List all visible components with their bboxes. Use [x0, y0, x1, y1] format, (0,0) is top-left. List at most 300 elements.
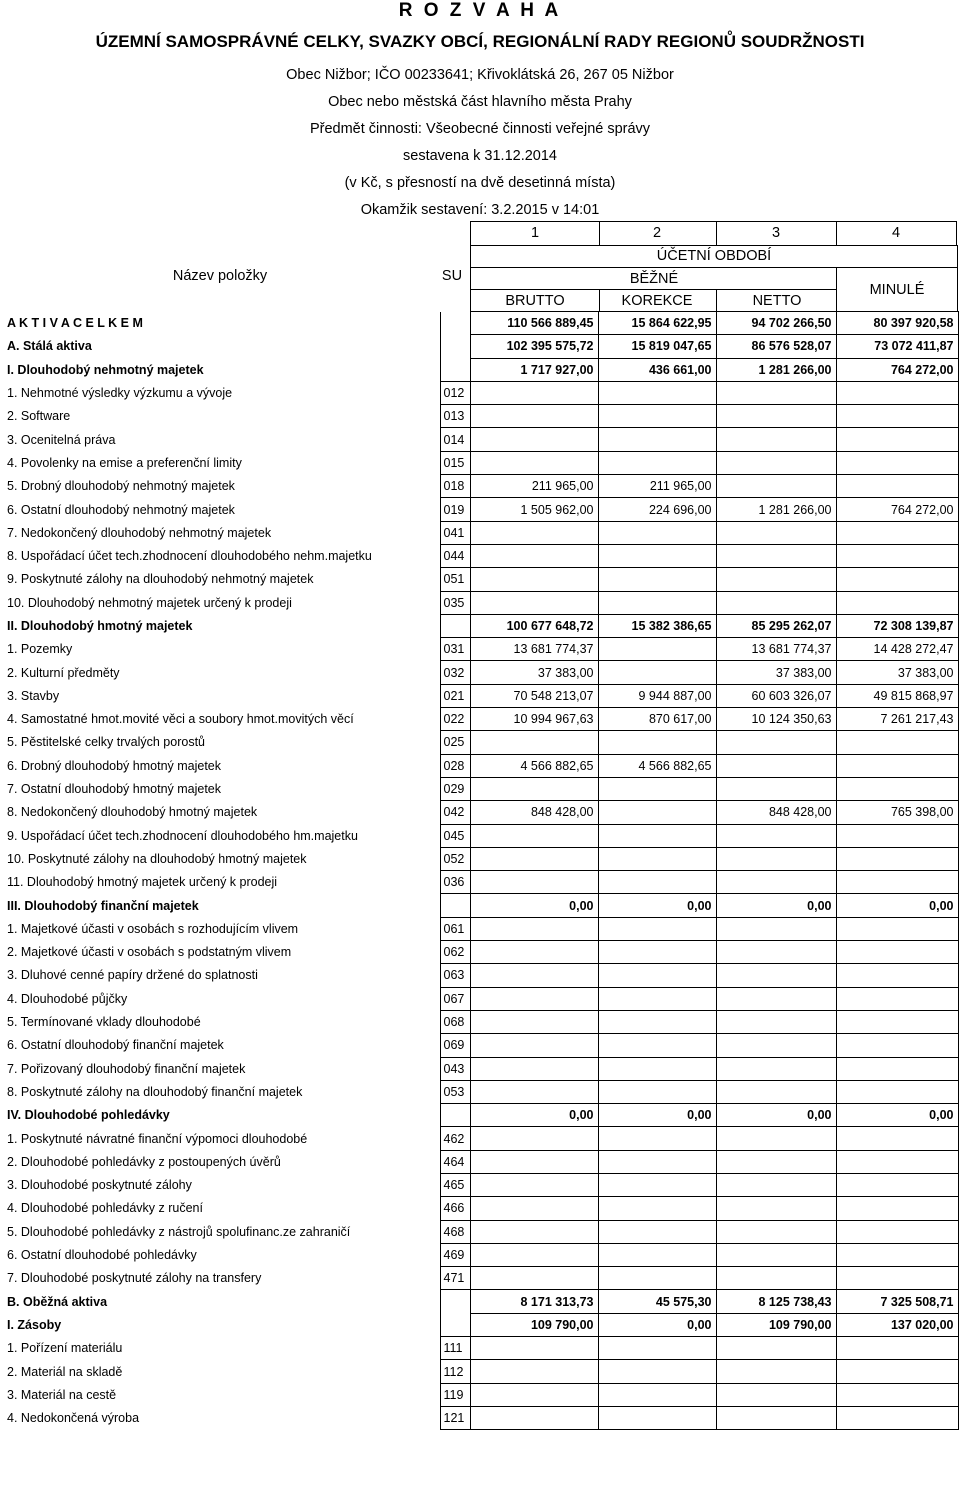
- row-name: 2. Kulturní předměty: [4, 661, 440, 684]
- table-row: [4, 638, 958, 661]
- row-value-1: 110 566 889,45: [470, 312, 598, 335]
- row-value-4: [836, 941, 958, 964]
- row-value-3: 109 790,00: [716, 1313, 836, 1336]
- row-value-3: [716, 1337, 836, 1360]
- row-name: 3. Ocenitelná práva: [4, 428, 440, 451]
- row-name: 7. Dlouhodobé poskytnuté zálohy na transfery: [4, 1267, 440, 1290]
- row-name: 4. Povolenky na emise a preferenční limity: [4, 451, 440, 474]
- row-value-3: 0,00: [716, 1104, 836, 1127]
- row-value-4: [836, 544, 958, 567]
- row-value-2: 0,00: [598, 1313, 716, 1336]
- row-su: [440, 358, 470, 381]
- row-value-4: 137 020,00: [836, 1313, 958, 1336]
- row-value-1: [470, 1173, 598, 1196]
- table-row: [4, 754, 958, 777]
- row-value-3: [716, 544, 836, 567]
- row-value-4: [836, 381, 958, 404]
- table-row: [4, 917, 958, 940]
- row-value-1: [470, 1010, 598, 1033]
- row-value-3: [716, 1127, 836, 1150]
- row-value-2: 15 382 386,65: [598, 614, 716, 637]
- row-value-1: [470, 847, 598, 870]
- row-name: 6. Ostatní dlouhodobý nehmotný majetek: [4, 498, 440, 521]
- row-name: 1. Pozemky: [4, 638, 440, 661]
- row-value-2: [598, 638, 716, 661]
- row-value-2: [598, 451, 716, 474]
- row-value-1: [470, 987, 598, 1010]
- col-number-2: 2: [598, 221, 717, 246]
- table-row: [4, 871, 958, 894]
- row-su: 111: [440, 1337, 470, 1360]
- row-su: 063: [440, 964, 470, 987]
- table-row: [4, 941, 958, 964]
- row-value-3: [716, 731, 836, 754]
- table-row: [4, 381, 958, 404]
- row-name: 5. Termínované vklady dlouhodobé: [4, 1010, 440, 1033]
- row-su: [440, 1290, 470, 1313]
- row-value-4: [836, 871, 958, 894]
- row-su: 121: [440, 1406, 470, 1429]
- row-value-2: [598, 941, 716, 964]
- col-previous: MINULÉ: [836, 267, 958, 312]
- row-name: 8. Uspořádací účet tech.zhodnocení dlouhodobého nehm.majetku: [4, 544, 440, 567]
- col-number-1: 1: [470, 221, 600, 246]
- row-su: [440, 894, 470, 917]
- row-value-4: 49 815 868,97: [836, 684, 958, 707]
- row-su: 031: [440, 638, 470, 661]
- row-value-1: [470, 381, 598, 404]
- row-value-3: [716, 1150, 836, 1173]
- row-su: 041: [440, 521, 470, 544]
- row-name: 11. Dlouhodobý hmotný majetek určený k prodeji: [4, 871, 440, 894]
- row-value-4: 7 261 217,43: [836, 708, 958, 731]
- row-value-4: [836, 731, 958, 754]
- row-value-1: [470, 568, 598, 591]
- row-value-1: 1 717 927,00: [470, 358, 598, 381]
- row-value-4: 765 398,00: [836, 801, 958, 824]
- row-su: [440, 335, 470, 358]
- col-number-4: 4: [836, 221, 957, 246]
- table-row: [4, 1406, 958, 1429]
- table-row: [4, 451, 958, 474]
- table-row: [4, 684, 958, 707]
- row-name: 10. Poskytnuté zálohy na dlouhodobý hmotný majetek: [4, 847, 440, 870]
- table-row: [4, 894, 958, 917]
- row-value-4: 764 272,00: [836, 358, 958, 381]
- row-value-2: [598, 1057, 716, 1080]
- row-su: 028: [440, 754, 470, 777]
- row-value-2: [598, 1197, 716, 1220]
- row-name: 2. Materiál na skladě: [4, 1360, 440, 1383]
- row-value-2: [598, 544, 716, 567]
- row-value-1: [470, 917, 598, 940]
- row-value-3: 94 702 266,50: [716, 312, 836, 335]
- row-value-2: [598, 1150, 716, 1173]
- row-value-4: [836, 964, 958, 987]
- row-name: 9. Uspořádací účet tech.zhodnocení dlouhodobého hm.majetku: [4, 824, 440, 847]
- row-value-1: 37 383,00: [470, 661, 598, 684]
- row-value-2: [598, 1267, 716, 1290]
- row-name: II. Dlouhodobý hmotný majetek: [4, 614, 440, 637]
- row-value-3: [716, 1197, 836, 1220]
- row-value-3: [716, 381, 836, 404]
- row-value-4: [836, 1406, 958, 1429]
- row-value-1: [470, 1034, 598, 1057]
- col-name: Název položky: [172, 268, 268, 284]
- row-name: 2. Software: [4, 405, 440, 428]
- row-name: 8. Nedokončený dlouhodobý hmotný majetek: [4, 801, 440, 824]
- document-title: R O Z V A H A: [398, 0, 562, 21]
- row-su: 044: [440, 544, 470, 567]
- row-value-3: [716, 964, 836, 987]
- row-value-3: [716, 987, 836, 1010]
- row-value-4: [836, 987, 958, 1010]
- col-number-3: 3: [716, 221, 837, 246]
- table-row: [4, 544, 958, 567]
- row-value-2: [598, 847, 716, 870]
- row-value-1: [470, 1406, 598, 1429]
- row-value-4: [836, 777, 958, 800]
- col-current: BĚŽNÉ: [470, 267, 837, 290]
- row-value-3: 60 603 326,07: [716, 684, 836, 707]
- row-value-3: [716, 1406, 836, 1429]
- row-value-1: [470, 1057, 598, 1080]
- row-value-2: 0,00: [598, 894, 716, 917]
- table-row: [4, 1267, 958, 1290]
- row-value-4: [836, 1267, 958, 1290]
- row-value-4: 80 397 920,58: [836, 312, 958, 335]
- table-row: [4, 1150, 958, 1173]
- row-value-4: 0,00: [836, 894, 958, 917]
- table-row: [4, 475, 958, 498]
- row-value-4: [836, 1034, 958, 1057]
- row-name: 10. Dlouhodobý nehmotný majetek určený k prodeji: [4, 591, 440, 614]
- row-value-4: 764 272,00: [836, 498, 958, 521]
- row-value-1: [470, 1197, 598, 1220]
- row-name: 4. Samostatné hmot.movité věci a soubory hmot.movitých věcí: [4, 708, 440, 731]
- row-value-2: [598, 1010, 716, 1033]
- row-value-2: [598, 987, 716, 1010]
- table-row: [4, 731, 958, 754]
- table-row: [4, 1383, 958, 1406]
- row-value-1: [470, 871, 598, 894]
- col-period: ÚČETNÍ OBDOBÍ: [470, 245, 958, 267]
- row-value-1: [470, 405, 598, 428]
- row-value-4: 72 308 139,87: [836, 614, 958, 637]
- row-value-3: [716, 1173, 836, 1196]
- row-name: 1. Majetkové účasti v osobách s rozhodujícím vlivem: [4, 917, 440, 940]
- row-su: 032: [440, 661, 470, 684]
- col-brutto: BRUTTO: [470, 289, 600, 312]
- row-su: 462: [440, 1127, 470, 1150]
- row-value-4: [836, 451, 958, 474]
- row-name: 4. Dlouhodobé půjčky: [4, 987, 440, 1010]
- row-value-4: [836, 568, 958, 591]
- table-row: [4, 708, 958, 731]
- row-value-4: [836, 917, 958, 940]
- balance-sheet-table: [4, 311, 959, 1430]
- table-row: [4, 1034, 958, 1057]
- row-value-3: [716, 451, 836, 474]
- row-name: 3. Dluhové cenné papíry držené do splatnosti: [4, 964, 440, 987]
- row-value-2: [598, 521, 716, 544]
- currency-line: (v Kč, s přesností na dvě desetinná místa): [344, 175, 616, 191]
- row-value-3: [716, 1010, 836, 1033]
- row-value-3: [716, 824, 836, 847]
- row-value-1: [470, 1360, 598, 1383]
- row-value-2: [598, 381, 716, 404]
- row-value-1: 102 395 575,72: [470, 335, 598, 358]
- date-line: sestavena k 31.12.2014: [403, 148, 557, 164]
- row-name: 3. Materiál na cestě: [4, 1383, 440, 1406]
- row-value-4: 7 325 508,71: [836, 1290, 958, 1313]
- row-value-3: 37 383,00: [716, 661, 836, 684]
- row-value-3: [716, 405, 836, 428]
- row-value-3: [716, 475, 836, 498]
- table-row: [4, 1197, 958, 1220]
- row-value-2: [598, 1173, 716, 1196]
- row-su: 061: [440, 917, 470, 940]
- row-value-4: [836, 1057, 958, 1080]
- row-su: 025: [440, 731, 470, 754]
- row-name: 6. Drobný dlouhodobý hmotný majetek: [4, 754, 440, 777]
- row-value-3: [716, 754, 836, 777]
- row-name: 4. Dlouhodobé pohledávky z ručení: [4, 1197, 440, 1220]
- table-row: [4, 591, 958, 614]
- row-value-1: [470, 941, 598, 964]
- table-body: [4, 312, 958, 1430]
- row-su: 019: [440, 498, 470, 521]
- col-netto: NETTO: [716, 289, 837, 312]
- row-value-1: 10 994 967,63: [470, 708, 598, 731]
- timestamp-line: Okamžik sestavení: 3.2.2015 v 14:01: [360, 202, 600, 218]
- row-name: 2. Majetkové účasti v osobách s podstatným vlivem: [4, 941, 440, 964]
- row-value-4: [836, 591, 958, 614]
- row-value-1: 848 428,00: [470, 801, 598, 824]
- activity-line: Předmět činnosti: Všeobecné činnosti veřejné správy: [309, 121, 651, 137]
- row-value-2: 0,00: [598, 1104, 716, 1127]
- row-value-2: 4 566 882,65: [598, 754, 716, 777]
- table-row: [4, 1360, 958, 1383]
- row-name: 5. Drobný dlouhodobý nehmotný majetek: [4, 475, 440, 498]
- table-row: [4, 428, 958, 451]
- row-su: 021: [440, 684, 470, 707]
- row-value-4: [836, 1243, 958, 1266]
- row-value-4: [836, 1150, 958, 1173]
- row-value-3: [716, 591, 836, 614]
- table-row: [4, 1290, 958, 1313]
- row-name: I. Dlouhodobý nehmotný majetek: [4, 358, 440, 381]
- table-row: [4, 1337, 958, 1360]
- row-su: 466: [440, 1197, 470, 1220]
- row-value-1: 1 505 962,00: [470, 498, 598, 521]
- row-value-3: 0,00: [716, 894, 836, 917]
- row-name: 9. Poskytnuté zálohy na dlouhodobý nehmotný majetek: [4, 568, 440, 591]
- table-row: [4, 1080, 958, 1103]
- document-subtitle: ÚZEMNÍ SAMOSPRÁVNÉ CELKY, SVAZKY OBCÍ, REGIONÁLNÍ RADY REGIONŮ SOUDRŽNOSTI: [95, 32, 865, 51]
- row-value-2: [598, 731, 716, 754]
- row-value-4: [836, 1197, 958, 1220]
- row-value-3: 8 125 738,43: [716, 1290, 836, 1313]
- row-value-2: [598, 568, 716, 591]
- table-row: [4, 1127, 958, 1150]
- row-su: 119: [440, 1383, 470, 1406]
- row-value-2: [598, 964, 716, 987]
- row-value-3: 86 576 528,07: [716, 335, 836, 358]
- row-su: 012: [440, 381, 470, 404]
- row-value-2: [598, 661, 716, 684]
- row-value-1: [470, 1127, 598, 1150]
- row-value-1: [470, 521, 598, 544]
- row-value-2: [598, 824, 716, 847]
- table-row: [4, 358, 958, 381]
- row-value-1: 8 171 313,73: [470, 1290, 598, 1313]
- row-value-1: 70 548 213,07: [470, 684, 598, 707]
- row-value-4: [836, 1173, 958, 1196]
- row-su: [440, 312, 470, 335]
- table-row: [4, 405, 958, 428]
- table-row: [4, 847, 958, 870]
- row-su: 465: [440, 1173, 470, 1196]
- row-value-2: 436 661,00: [598, 358, 716, 381]
- row-name: A. Stálá aktiva: [4, 335, 440, 358]
- row-value-4: [836, 475, 958, 498]
- row-value-2: [598, 591, 716, 614]
- row-value-3: [716, 847, 836, 870]
- row-value-1: [470, 428, 598, 451]
- row-value-3: [716, 941, 836, 964]
- row-name: 7. Nedokončený dlouhodobý nehmotný majetek: [4, 521, 440, 544]
- row-value-1: [470, 777, 598, 800]
- row-su: 464: [440, 1150, 470, 1173]
- table-row: [4, 1313, 958, 1336]
- row-name: 7. Pořizovaný dlouhodobý finanční majetek: [4, 1057, 440, 1080]
- row-value-1: [470, 964, 598, 987]
- row-su: 043: [440, 1057, 470, 1080]
- row-value-4: 73 072 411,87: [836, 335, 958, 358]
- row-value-1: 13 681 774,37: [470, 638, 598, 661]
- row-value-3: [716, 1034, 836, 1057]
- row-value-3: 848 428,00: [716, 801, 836, 824]
- row-value-2: [598, 1406, 716, 1429]
- row-name: A K T I V A C E L K E M: [4, 312, 440, 335]
- table-row: [4, 824, 958, 847]
- row-value-1: [470, 1150, 598, 1173]
- row-value-2: [598, 917, 716, 940]
- row-name: 8. Poskytnuté zálohy na dlouhodobý finanční majetek: [4, 1080, 440, 1103]
- document-header: [0, 0, 960, 224]
- row-su: 468: [440, 1220, 470, 1243]
- row-value-3: [716, 1267, 836, 1290]
- row-value-1: [470, 544, 598, 567]
- row-value-4: [836, 824, 958, 847]
- table-row: [4, 1173, 958, 1196]
- row-value-2: 15 819 047,65: [598, 335, 716, 358]
- row-value-2: 211 965,00: [598, 475, 716, 498]
- row-name: III. Dlouhodobý finanční majetek: [4, 894, 440, 917]
- row-su: 052: [440, 847, 470, 870]
- row-name: 3. Stavby: [4, 684, 440, 707]
- row-value-3: [716, 568, 836, 591]
- row-value-1: 109 790,00: [470, 1313, 598, 1336]
- row-value-2: [598, 801, 716, 824]
- table-row: [4, 521, 958, 544]
- row-value-3: [716, 917, 836, 940]
- table-row: [4, 1243, 958, 1266]
- row-value-3: [716, 521, 836, 544]
- table-row: [4, 964, 958, 987]
- row-value-1: 0,00: [470, 1104, 598, 1127]
- row-su: 014: [440, 428, 470, 451]
- row-value-1: [470, 1243, 598, 1266]
- row-value-4: [836, 1127, 958, 1150]
- table-row: [4, 498, 958, 521]
- row-su: 013: [440, 405, 470, 428]
- row-value-4: [836, 1080, 958, 1103]
- row-value-4: [836, 1337, 958, 1360]
- row-su: 022: [440, 708, 470, 731]
- row-value-4: 0,00: [836, 1104, 958, 1127]
- table-row: [4, 801, 958, 824]
- row-value-3: 1 281 266,00: [716, 498, 836, 521]
- row-value-2: 9 944 887,00: [598, 684, 716, 707]
- row-su: 042: [440, 801, 470, 824]
- row-value-4: [836, 1010, 958, 1033]
- row-su: 112: [440, 1360, 470, 1383]
- row-su: 067: [440, 987, 470, 1010]
- row-value-1: 211 965,00: [470, 475, 598, 498]
- row-su: [440, 614, 470, 637]
- row-value-2: [598, 1360, 716, 1383]
- table-row: [4, 987, 958, 1010]
- row-su: 051: [440, 568, 470, 591]
- row-name: 5. Dlouhodobé pohledávky z nástrojů spolufinanc.ze zahraničí: [4, 1220, 440, 1243]
- row-value-2: 45 575,30: [598, 1290, 716, 1313]
- row-value-2: [598, 871, 716, 894]
- col-su: SU: [441, 268, 463, 284]
- row-value-1: [470, 824, 598, 847]
- row-value-3: [716, 871, 836, 894]
- row-value-3: [716, 777, 836, 800]
- row-value-4: [836, 428, 958, 451]
- row-value-3: [716, 1080, 836, 1103]
- row-name: I. Zásoby: [4, 1313, 440, 1336]
- row-value-2: [598, 1080, 716, 1103]
- row-value-2: [598, 1127, 716, 1150]
- row-name: 4. Nedokončená výroba: [4, 1406, 440, 1429]
- row-value-4: 37 383,00: [836, 661, 958, 684]
- row-value-1: [470, 1080, 598, 1103]
- row-value-4: [836, 847, 958, 870]
- row-su: 068: [440, 1010, 470, 1033]
- row-value-2: 224 696,00: [598, 498, 716, 521]
- row-su: 045: [440, 824, 470, 847]
- row-value-3: 85 295 262,07: [716, 614, 836, 637]
- row-value-4: [836, 1383, 958, 1406]
- row-value-4: [836, 1220, 958, 1243]
- row-name: B. Oběžná aktiva: [4, 1290, 440, 1313]
- table-row: [4, 1104, 958, 1127]
- row-name: 1. Nehmotné výsledky výzkumu a vývoje: [4, 381, 440, 404]
- row-su: 471: [440, 1267, 470, 1290]
- row-su: 053: [440, 1080, 470, 1103]
- row-value-2: [598, 1383, 716, 1406]
- row-value-2: 870 617,00: [598, 708, 716, 731]
- row-value-3: [716, 1220, 836, 1243]
- row-value-3: [716, 1360, 836, 1383]
- row-value-3: [716, 428, 836, 451]
- row-value-3: 13 681 774,37: [716, 638, 836, 661]
